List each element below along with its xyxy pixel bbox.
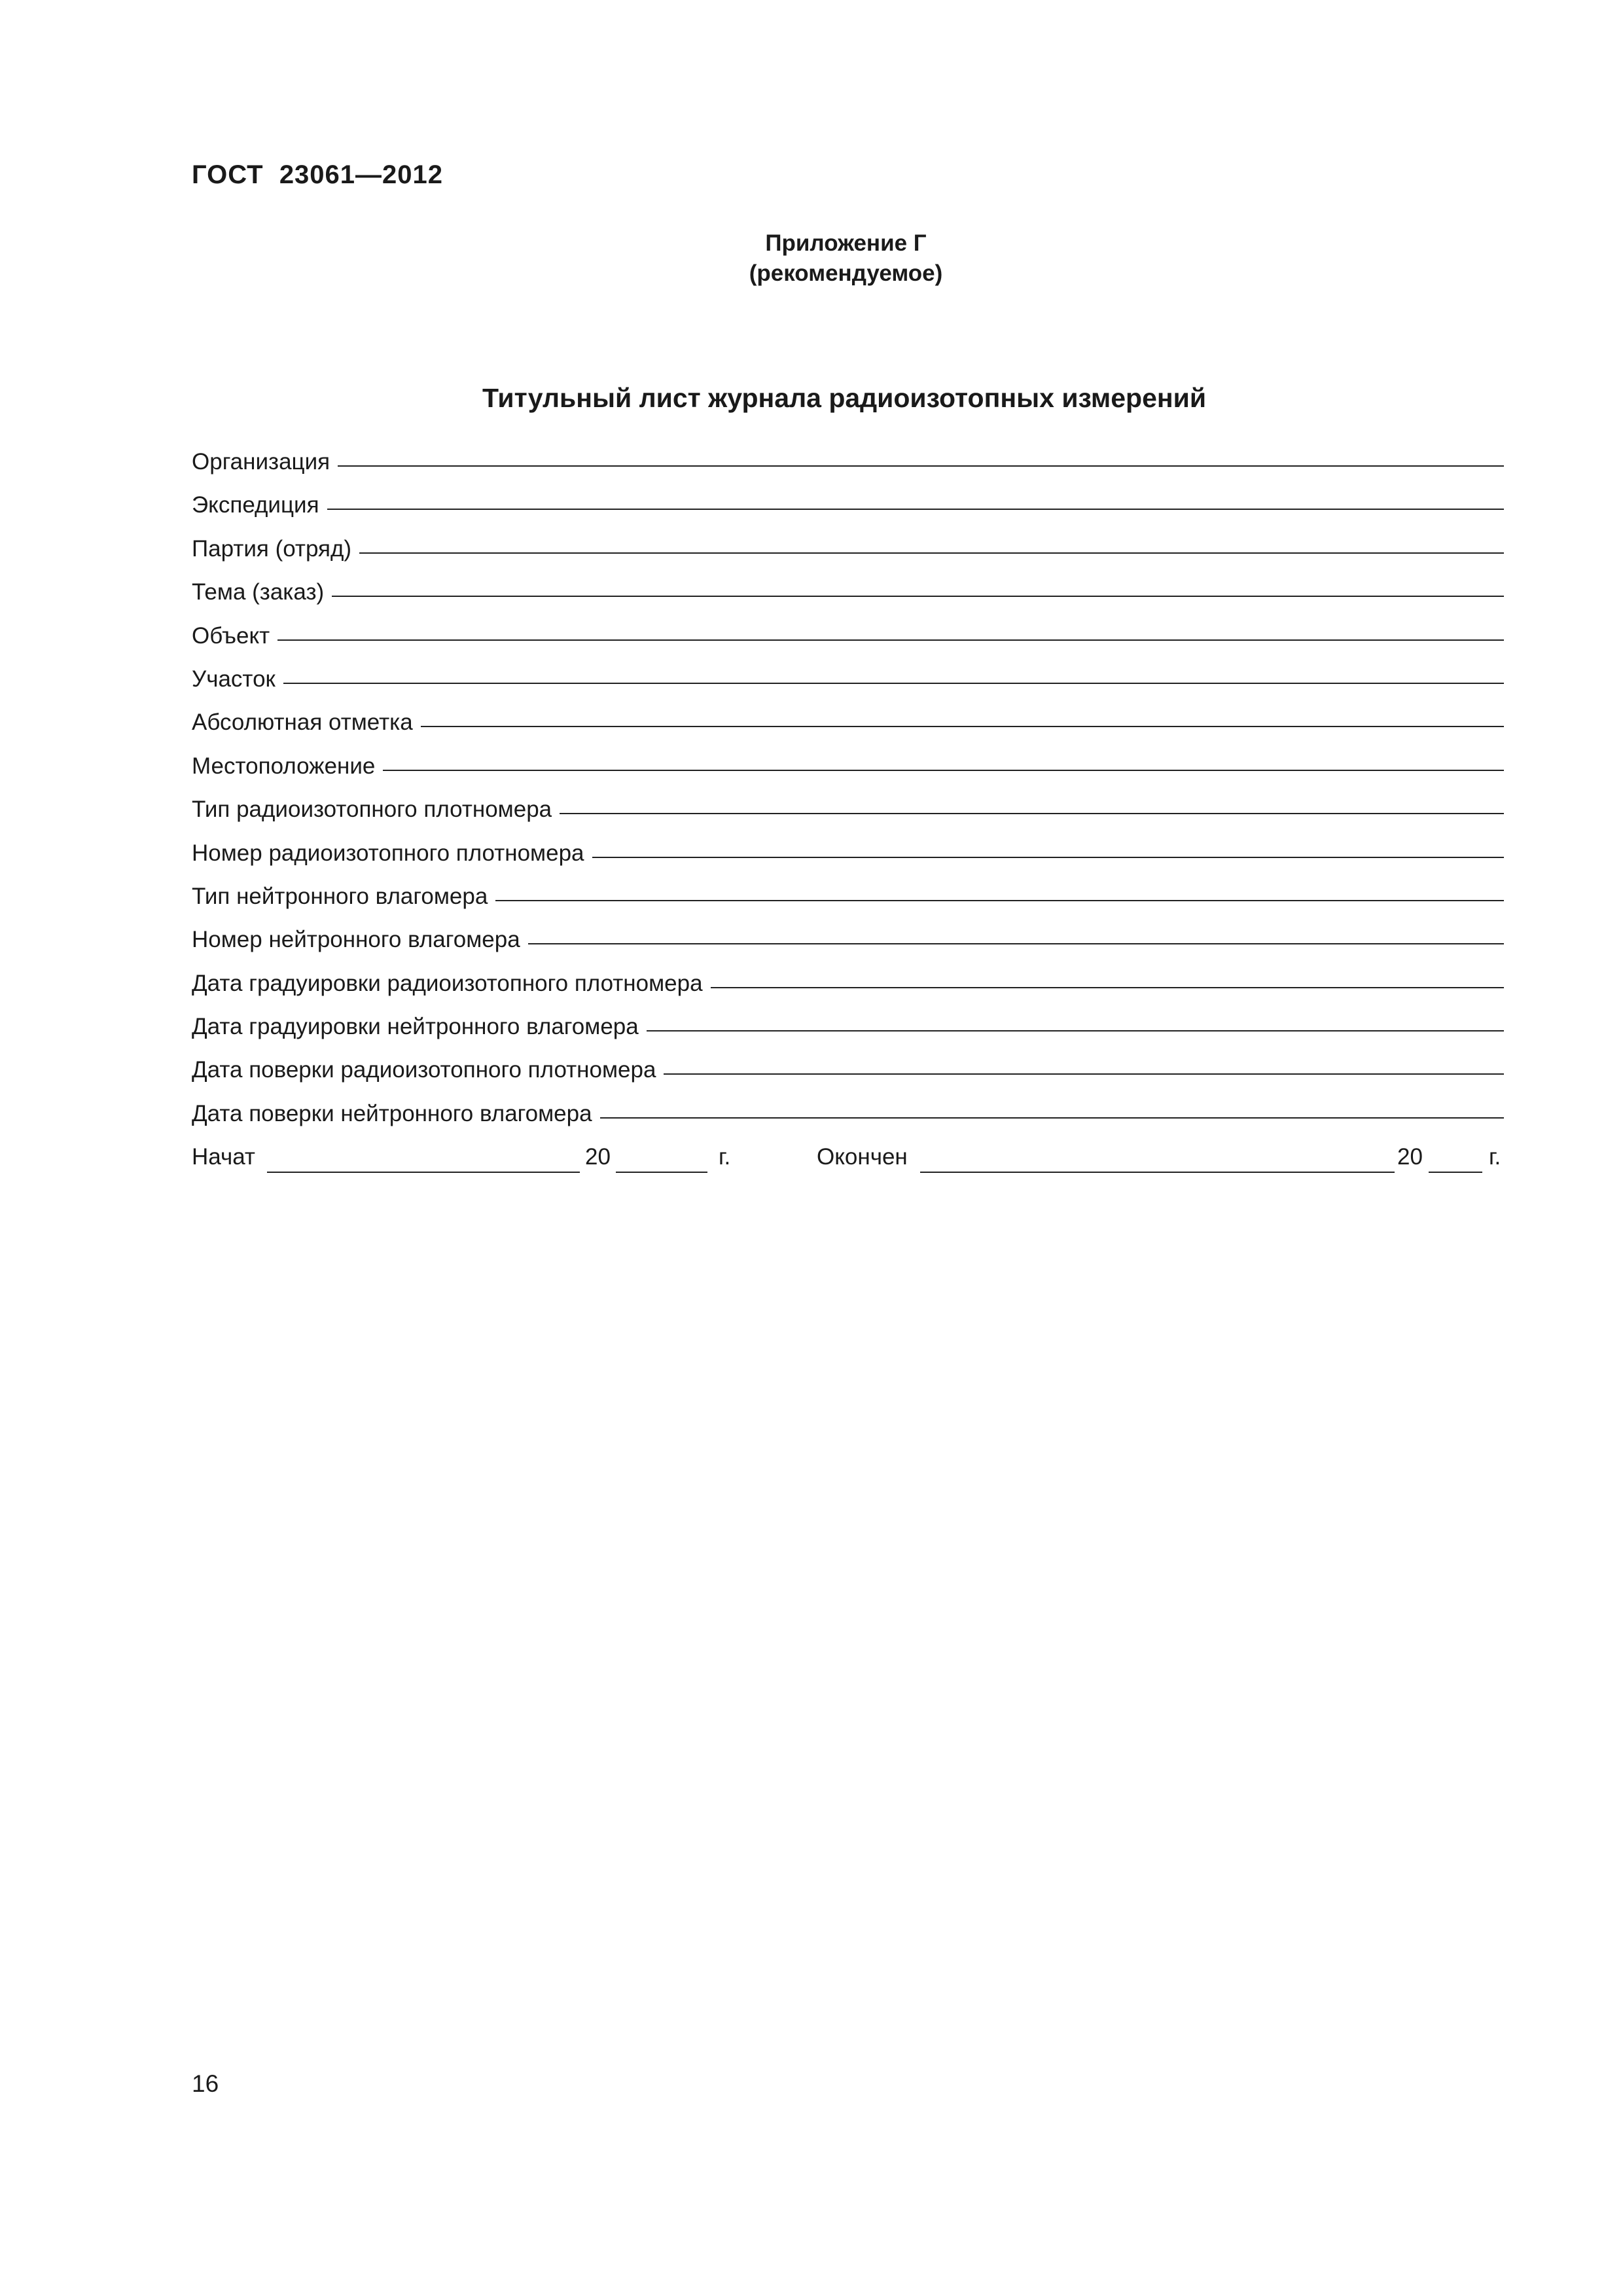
- start-year-prefix: 20: [585, 1144, 611, 1170]
- field-label: Дата градуировки радиоизотопного плотномера: [192, 970, 703, 996]
- fill-in-line[interactable]: [338, 465, 1504, 467]
- field-row-object[interactable]: [192, 623, 1504, 666]
- field-row-densimeter-type[interactable]: [192, 797, 1504, 840]
- end-date-line[interactable]: [920, 1172, 1395, 1173]
- dates-row: [192, 1144, 1504, 1177]
- sheet-title: Титульный лист журнала радиоизотопных измерений: [482, 383, 1207, 413]
- field-row-densimeter-calibration-date[interactable]: [192, 971, 1504, 1014]
- form-fields: [192, 449, 1504, 1144]
- end-year-prefix: 20: [1397, 1144, 1423, 1170]
- start-label: Начат: [192, 1144, 255, 1170]
- end-year-line[interactable]: [1429, 1172, 1482, 1173]
- field-row-location[interactable]: [192, 753, 1504, 797]
- field-row-organization[interactable]: [192, 449, 1504, 492]
- appendix-status: (рекомендуемое): [749, 260, 943, 286]
- field-label: Объект: [192, 622, 270, 649]
- field-row-densimeter-verification-date[interactable]: [192, 1057, 1504, 1100]
- field-label: Тип нейтронного влагомера: [192, 883, 488, 909]
- fill-in-line[interactable]: [332, 596, 1504, 597]
- field-row-party[interactable]: [192, 536, 1504, 579]
- start-date-line[interactable]: [267, 1172, 580, 1173]
- fill-in-line[interactable]: [664, 1073, 1504, 1075]
- fill-in-line[interactable]: [383, 770, 1504, 771]
- field-row-expedition[interactable]: [192, 492, 1504, 535]
- field-label: Дата поверки радиоизотопного плотномера: [192, 1057, 656, 1083]
- fill-in-line[interactable]: [711, 987, 1504, 988]
- field-label: Экспедиция: [192, 492, 319, 518]
- fill-in-line[interactable]: [359, 552, 1504, 554]
- document-code: ГОСТ 23061—2012: [192, 160, 444, 189]
- fill-in-line[interactable]: [600, 1117, 1504, 1119]
- field-label: Партия (отряд): [192, 535, 352, 562]
- field-row-moisture-meter-number[interactable]: [192, 927, 1504, 970]
- appendix-title: Приложение Г: [765, 230, 927, 256]
- fill-in-line[interactable]: [647, 1030, 1504, 1031]
- page-number: 16: [192, 2070, 219, 2097]
- field-row-section[interactable]: [192, 666, 1504, 709]
- end-label: Окончен: [817, 1144, 908, 1170]
- field-label: Номер нейтронного влагомера: [192, 927, 520, 953]
- fill-in-line[interactable]: [592, 857, 1504, 858]
- field-label: Тема (заказ): [192, 579, 325, 605]
- field-row-moisture-meter-verification-date[interactable]: [192, 1101, 1504, 1144]
- fill-in-line[interactable]: [560, 813, 1504, 814]
- fill-in-line[interactable]: [421, 726, 1504, 727]
- end-year-suffix: г.: [1489, 1144, 1501, 1170]
- field-label: Абсолютная отметка: [192, 709, 413, 736]
- fill-in-line[interactable]: [277, 639, 1504, 641]
- fill-in-line[interactable]: [495, 900, 1504, 901]
- field-row-moisture-meter-type[interactable]: [192, 884, 1504, 927]
- field-row-moisture-meter-calibration-date[interactable]: [192, 1014, 1504, 1057]
- fill-in-line[interactable]: [327, 509, 1504, 510]
- fill-in-line[interactable]: [283, 683, 1504, 684]
- field-label: Участок: [192, 666, 276, 692]
- field-label: Местоположение: [192, 753, 376, 779]
- field-label: Тип радиоизотопного плотномера: [192, 797, 552, 823]
- field-label: Дата градуировки нейтронного влагомера: [192, 1014, 639, 1040]
- start-year-line[interactable]: [616, 1172, 707, 1173]
- field-label: Номер радиоизотопного плотномера: [192, 840, 584, 866]
- field-row-absolute-elevation[interactable]: [192, 709, 1504, 753]
- field-label: Организация: [192, 449, 330, 475]
- fill-in-line[interactable]: [528, 943, 1504, 944]
- field-row-densimeter-number[interactable]: [192, 840, 1504, 884]
- field-row-topic[interactable]: [192, 579, 1504, 622]
- field-label: Дата поверки нейтронного влагомера: [192, 1100, 592, 1126]
- start-year-suffix: г.: [719, 1144, 731, 1170]
